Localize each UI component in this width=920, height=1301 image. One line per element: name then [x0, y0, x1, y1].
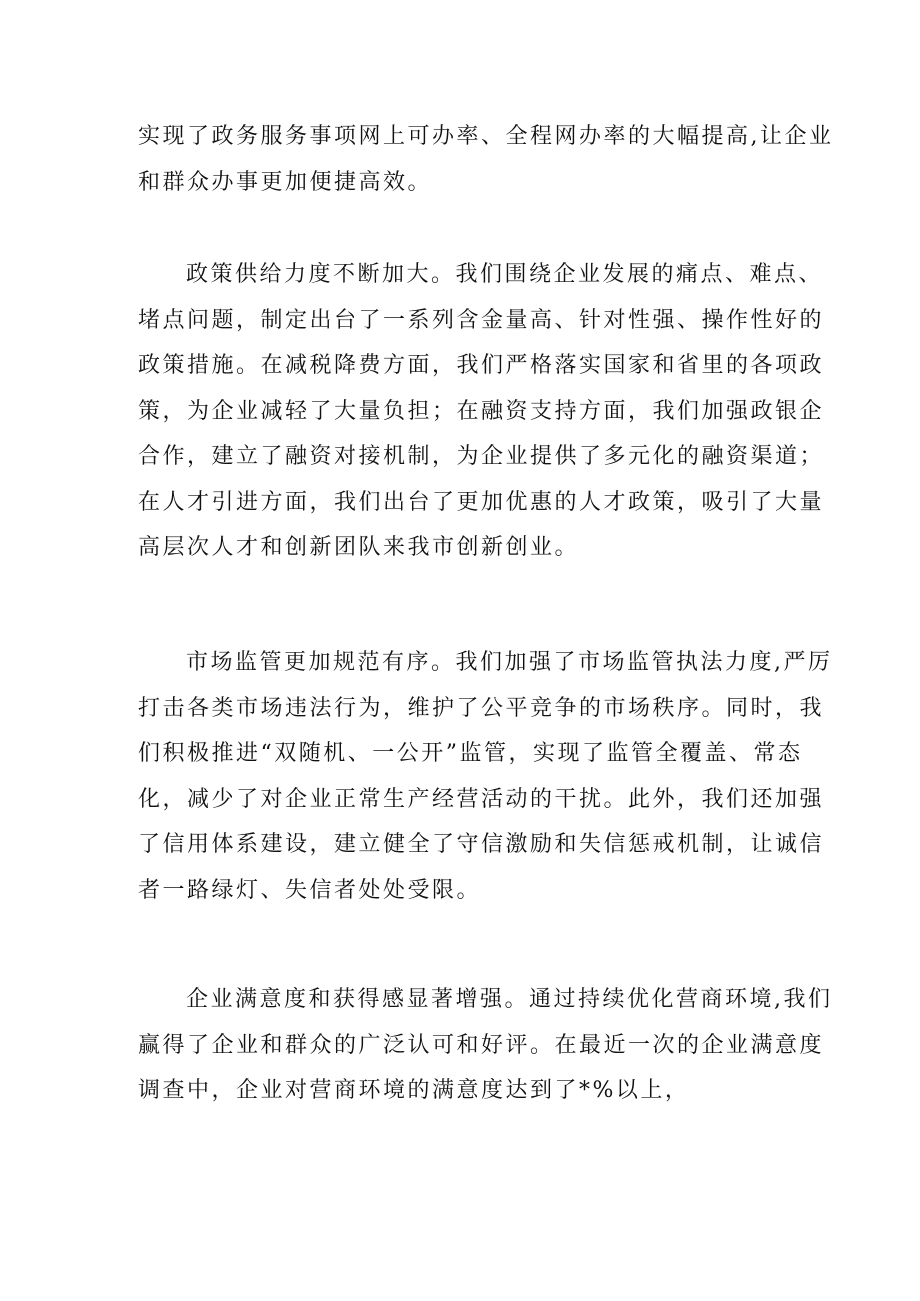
text-line: 堵点问题，制定出台了一系列含金量高、针对性强、操作性好的	[138, 307, 825, 333]
text-line: 和群众办事更加便捷高效。	[138, 169, 433, 195]
text-line: 化，减少了对企业正常生产经营活动的干扰。此外，我们还加强	[138, 786, 825, 812]
text-line: 政策措施。在减税降费方面，我们严格落实国家和省里的各项政	[138, 353, 825, 378]
text-line: 高层次人才和创新团队来我市创新创业。	[138, 535, 580, 560]
text-line: 在人才引进方面，我们出台了更加优惠的人才政策，吸引了大量	[138, 489, 825, 515]
text-line: 实现了政务服务事项网上可办率、全程网办率的大幅提高,让企业	[138, 124, 834, 149]
text-line: 企业满意度和获得感显著增强。通过持续优化营商环境,我们	[186, 987, 833, 1012]
text-line: 赢得了企业和群众的广泛认可和好评。在最近一次的企业满意度	[138, 1032, 825, 1058]
text-line: 调查中，企业对营商环境的满意度达到了*%以上，	[138, 1078, 690, 1103]
paragraph-continuation	[138, 114, 834, 205]
text-line: 合作，建立了融资对接机制，为企业提供了多元化的融资渠道；	[138, 444, 825, 469]
text-line: 策，为企业减轻了大量负担；在融资支持方面，我们加强政银企	[138, 398, 825, 424]
text-line: 们积极推进“双随机、一公开”监管，实现了监管全覆盖、常态	[138, 741, 803, 766]
paragraph-market-regulation	[138, 640, 833, 913]
text-line: 了信用体系建设，建立健全了守信激励和失信惩戒机制，让诚信	[138, 832, 825, 857]
text-line: 打击各类市场违法行为，维护了公平竞争的市场秩序。同时，我	[138, 695, 825, 721]
text-line: 政策供给力度不断加大。我们围绕企业发展的痛点、难点、	[186, 262, 824, 287]
text-line: 市场监管更加规范有序。我们加强了市场监管执法力度,严厉	[186, 650, 833, 675]
paragraph-policy-supply	[138, 252, 825, 571]
text-line: 者一路绿灯、失信者处处受限。	[138, 877, 482, 903]
paragraph-enterprise-satisfaction	[138, 977, 833, 1114]
